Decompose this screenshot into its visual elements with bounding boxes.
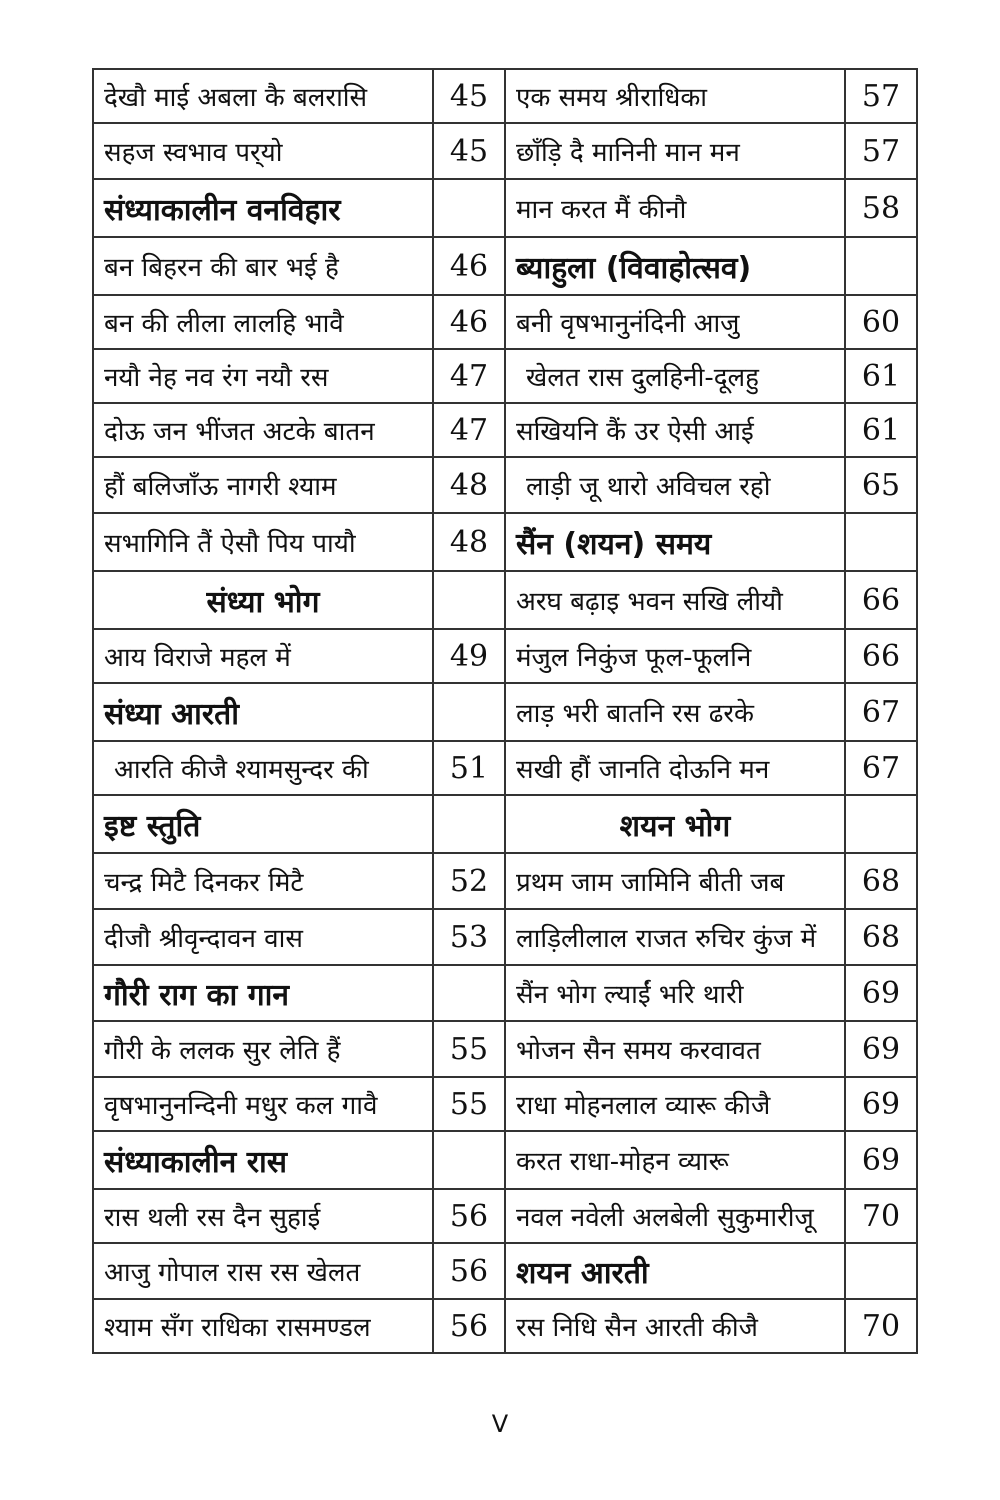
entry-title: रास थली रस दैन सुहाई <box>93 1189 433 1243</box>
entry-page-number: 48 <box>433 457 505 513</box>
toc-row <box>93 295 917 349</box>
entry-title: श्याम सँग राधिका रासमण्डल <box>93 1299 433 1353</box>
entry-page-number: 55 <box>433 1077 505 1131</box>
entry-page-number <box>433 683 505 741</box>
entry-title: सखी हौं जानति दोऊनि मन <box>505 741 845 795</box>
toc-row <box>93 1021 917 1077</box>
entry-page-number: 56 <box>433 1243 505 1299</box>
section-heading: सैंन (शयन) समय <box>505 513 845 571</box>
entry-page-number: 69 <box>845 1021 917 1077</box>
entry-title: आय विराजे महल में <box>93 629 433 683</box>
entry-page-number: 70 <box>845 1189 917 1243</box>
toc-row <box>93 123 917 179</box>
entry-page-number: 67 <box>845 741 917 795</box>
section-heading: शयन आरती <box>505 1243 845 1299</box>
entry-page-number: 46 <box>433 237 505 295</box>
entry-title: बन की लीला लालहि भावै <box>93 295 433 349</box>
section-heading: संध्या भोग <box>93 571 433 629</box>
entry-title: लाड़ भरी बातनि रस ढरके <box>505 683 845 741</box>
toc-row <box>93 629 917 683</box>
entry-page-number: 58 <box>845 179 917 237</box>
toc-row <box>93 349 917 403</box>
entry-title: दीजौ श्रीवृन्दावन वास <box>93 909 433 965</box>
section-heading: गौरी राग का गान <box>93 965 433 1021</box>
entry-page-number: 60 <box>845 295 917 349</box>
section-heading: संध्याकालीन रास <box>93 1131 433 1189</box>
entry-page-number <box>433 965 505 1021</box>
entry-page-number: 69 <box>845 1077 917 1131</box>
entry-page-number: 68 <box>845 909 917 965</box>
entry-title: लाड़िलीलाल राजत रुचिर कुंज में <box>505 909 845 965</box>
entry-title: आजु गोपाल रास रस खेलत <box>93 1243 433 1299</box>
entry-page-number: 69 <box>845 1131 917 1189</box>
entry-page-number: 51 <box>433 741 505 795</box>
entry-title: बनी वृषभानुनंदिनी आजु <box>505 295 845 349</box>
entry-page-number: 47 <box>433 349 505 403</box>
toc-row <box>93 1299 917 1353</box>
entry-page-number: 52 <box>433 853 505 909</box>
entry-title: मान करत मैं कीनौ <box>505 179 845 237</box>
entry-page-number: 45 <box>433 69 505 123</box>
toc-row <box>93 457 917 513</box>
entry-page-number: 69 <box>845 965 917 1021</box>
toc-row <box>93 237 917 295</box>
entry-title: देखौ माई अबला कै बलरासि <box>93 69 433 123</box>
entry-title: भोजन सैन समय करवावत <box>505 1021 845 1077</box>
entry-title: एक समय श्रीराधिका <box>505 69 845 123</box>
entry-page-number <box>845 513 917 571</box>
toc-row <box>93 683 917 741</box>
entry-page-number <box>433 1131 505 1189</box>
entry-title: वृषभानुनन्दिनी मधुर कल गावै <box>93 1077 433 1131</box>
entry-title: मंजुल निकुंज फूल-फूलनि <box>505 629 845 683</box>
toc-row <box>93 965 917 1021</box>
table-of-contents <box>92 68 918 1354</box>
toc-row <box>93 513 917 571</box>
entry-page-number: 57 <box>845 69 917 123</box>
entry-title: आरति कीजै श्यामसुन्दर की <box>93 741 433 795</box>
entry-title: अरघ बढ़ाइ भवन सखि लीयौ <box>505 571 845 629</box>
section-heading: शयन भोग <box>505 795 845 853</box>
entry-page-number: 57 <box>845 123 917 179</box>
entry-page-number: 56 <box>433 1189 505 1243</box>
toc-row <box>93 1131 917 1189</box>
entry-title: नयौ नेह नव रंग नयौ रस <box>93 349 433 403</box>
entry-page-number <box>433 571 505 629</box>
section-heading: संध्या आरती <box>93 683 433 741</box>
entry-title: हौं बलिजाँऊ नागरी श्याम <box>93 457 433 513</box>
entry-page-number: 61 <box>845 349 917 403</box>
toc-row <box>93 795 917 853</box>
entry-title: नवल नवेली अलबेली सुकुमारीजू <box>505 1189 845 1243</box>
entry-page-number <box>845 795 917 853</box>
entry-title: खेलत रास दुलहिनी-दूलहु <box>505 349 845 403</box>
section-heading: संध्याकालीन वनविहार <box>93 179 433 237</box>
entry-page-number: 70 <box>845 1299 917 1353</box>
section-heading: ब्याहुला (विवाहोत्सव) <box>505 237 845 295</box>
entry-page-number: 67 <box>845 683 917 741</box>
entry-title: सखियनि कैं उर ऐसी आई <box>505 403 845 457</box>
entry-title: प्रथम जाम जामिनि बीती जब <box>505 853 845 909</box>
toc-row <box>93 69 917 123</box>
entry-page-number: 65 <box>845 457 917 513</box>
entry-page-number <box>433 179 505 237</box>
entry-page-number <box>433 795 505 853</box>
toc-body <box>93 69 917 1353</box>
entry-page-number: 61 <box>845 403 917 457</box>
entry-title: सहज स्वभाव पर्‌यो <box>93 123 433 179</box>
toc-row <box>93 909 917 965</box>
entry-page-number: 48 <box>433 513 505 571</box>
toc-row <box>93 403 917 457</box>
entry-page-number: 66 <box>845 571 917 629</box>
entry-title: करत राधा-मोहन व्यारू <box>505 1131 845 1189</box>
toc-row <box>93 1189 917 1243</box>
entry-title: चन्द्र मिटै दिनकर मिटै <box>93 853 433 909</box>
toc-row <box>93 571 917 629</box>
section-heading: इष्ट स्तुति <box>93 795 433 853</box>
entry-page-number: 56 <box>433 1299 505 1353</box>
entry-title: सैंन भोग ल्याईं भरि थारी <box>505 965 845 1021</box>
entry-title: बन बिहरन की बार भई है <box>93 237 433 295</box>
toc-row <box>93 1243 917 1299</box>
entry-page-number: 53 <box>433 909 505 965</box>
entry-page-number: 46 <box>433 295 505 349</box>
entry-page-number: 55 <box>433 1021 505 1077</box>
entry-title: सभागिनि तैं ऐसौ पिय पायौ <box>93 513 433 571</box>
entry-page-number <box>845 237 917 295</box>
entry-page-number: 49 <box>433 629 505 683</box>
entry-page-number <box>845 1243 917 1299</box>
entry-title: लाड़ी जू थारो अविचल रहो <box>505 457 845 513</box>
entry-page-number: 45 <box>433 123 505 179</box>
toc-row <box>93 179 917 237</box>
entry-page-number: 66 <box>845 629 917 683</box>
toc-row <box>93 1077 917 1131</box>
page-number: V <box>491 1410 509 1438</box>
entry-page-number: 47 <box>433 403 505 457</box>
entry-title: छाँड़ि दै मानिनी मान मन <box>505 123 845 179</box>
toc-row <box>93 853 917 909</box>
entry-title: राधा मोहनलाल व्यारू कीजै <box>505 1077 845 1131</box>
entry-title: रस निधि सैन आरती कीजै <box>505 1299 845 1353</box>
entry-page-number: 68 <box>845 853 917 909</box>
toc-row <box>93 741 917 795</box>
entry-title: गौरी के ललक सुर लेति हैं <box>93 1021 433 1077</box>
entry-title: दोऊ जन भींजत अटके बातन <box>93 403 433 457</box>
